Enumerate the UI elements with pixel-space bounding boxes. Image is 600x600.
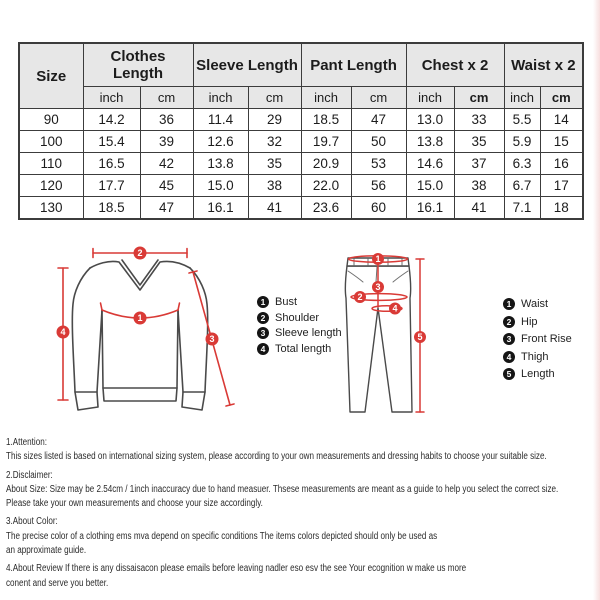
svg-text:2: 2 <box>357 292 363 302</box>
number-badge-icon: 1 <box>503 298 515 310</box>
value-cell: 6.3 <box>504 153 540 175</box>
value-cell: 36 <box>140 109 193 131</box>
header-waist: Waist x 2 <box>504 43 583 87</box>
legend-item <box>257 327 342 339</box>
value-cell: 20.9 <box>301 153 351 175</box>
unit-cell: cm <box>540 87 583 109</box>
unit-cell: cm <box>140 87 193 109</box>
front-rise-marker <box>372 281 384 293</box>
length-marker <box>414 331 426 343</box>
value-cell: 35 <box>454 131 504 153</box>
unit-cell: inch <box>406 87 454 109</box>
value-cell: 13.0 <box>406 109 454 131</box>
value-cell: 18 <box>540 197 583 220</box>
hip-marker <box>354 291 366 303</box>
value-cell: 15.0 <box>406 175 454 197</box>
legend-label: Total length <box>275 342 332 355</box>
value-cell: 5.9 <box>504 131 540 153</box>
svg-text:4: 4 <box>392 303 398 314</box>
legend-item <box>503 298 572 310</box>
value-cell: 14.2 <box>83 109 140 131</box>
legend-label: Bust <box>275 296 298 308</box>
value-cell: 13.8 <box>406 131 454 153</box>
note-line: 3.About Color: <box>6 516 58 528</box>
value-cell: 14 <box>540 109 583 131</box>
number-badge-icon: 3 <box>503 333 515 345</box>
value-cell: 41 <box>248 197 301 220</box>
note-line: conent and serve you better. <box>6 577 109 589</box>
value-cell: 47 <box>140 197 193 220</box>
size-cell: 100 <box>19 131 83 153</box>
value-cell: 37 <box>454 153 504 175</box>
waist-marker <box>372 253 384 265</box>
value-cell: 53 <box>351 153 406 175</box>
svg-text:5: 5 <box>417 332 423 342</box>
header-chest: Chest x 2 <box>406 43 504 87</box>
value-cell: 16.1 <box>406 197 454 220</box>
note-line: an approximate guide. <box>6 545 87 557</box>
legend-label: Front Rise <box>521 333 572 345</box>
value-cell: 56 <box>351 175 406 197</box>
sweater-dimension-lines <box>58 249 234 407</box>
notes-section <box>6 432 592 591</box>
value-cell: 16 <box>540 153 583 175</box>
bust-marker <box>134 312 147 325</box>
legend-label: Sleeve length <box>275 327 342 339</box>
value-cell: 13.8 <box>193 153 248 175</box>
unit-cell: inch <box>504 87 540 109</box>
size-cell: 110 <box>19 153 83 175</box>
svg-text:3: 3 <box>375 282 381 292</box>
legend-item <box>257 312 342 324</box>
svg-text:4: 4 <box>60 327 66 337</box>
number-badge-icon: 1 <box>257 296 269 308</box>
unit-cell: inch <box>193 87 248 109</box>
sweater-legend <box>257 296 342 355</box>
header-pant-length: Pant Length <box>301 43 406 87</box>
value-cell: 6.7 <box>504 175 540 197</box>
value-cell: 60 <box>351 197 406 220</box>
table-row <box>19 197 583 220</box>
value-cell: 15 <box>540 131 583 153</box>
value-cell: 23.6 <box>301 197 351 220</box>
note-line: The precise color of a clothing ems mva depend on specific conditions The items colors depicted should only be used as <box>6 530 438 542</box>
value-cell: 18.5 <box>83 197 140 220</box>
sweater-outline-icon <box>72 260 207 410</box>
value-cell: 29 <box>248 109 301 131</box>
note-line: 1.Attention: <box>6 437 47 448</box>
legend-item <box>503 316 572 328</box>
unit-cell: cm <box>454 87 504 109</box>
value-cell: 15.0 <box>193 175 248 197</box>
value-cell: 5.5 <box>504 109 540 131</box>
pants-measurement-diagram <box>340 240 440 420</box>
svg-text:2: 2 <box>137 248 143 258</box>
total-length-marker <box>57 326 70 339</box>
value-cell: 33 <box>454 109 504 131</box>
legend-label: Length <box>521 368 555 380</box>
value-cell: 19.7 <box>301 131 351 153</box>
svg-text:1: 1 <box>137 313 143 323</box>
value-cell: 11.4 <box>193 109 248 131</box>
value-cell: 17 <box>540 175 583 197</box>
table-row <box>19 131 583 153</box>
unit-cell: cm <box>351 87 406 109</box>
scan-edge-tint <box>593 0 600 600</box>
svg-text:3: 3 <box>209 334 215 344</box>
unit-cell: inch <box>83 87 140 109</box>
legend-item <box>257 343 342 355</box>
value-cell: 42 <box>140 153 193 175</box>
size-chart-table <box>18 42 584 220</box>
table-row <box>19 109 583 131</box>
value-cell: 14.6 <box>406 153 454 175</box>
value-cell: 45 <box>140 175 193 197</box>
legend-label: Thigh <box>521 350 549 363</box>
value-cell: 18.5 <box>301 109 351 131</box>
value-cell: 12.6 <box>193 131 248 153</box>
sweater-measurement-diagram <box>45 240 245 420</box>
unit-header-row <box>19 87 583 109</box>
legend-item <box>503 333 572 345</box>
value-cell: 35 <box>248 153 301 175</box>
value-cell: 47 <box>351 109 406 131</box>
header-size: Size <box>19 43 83 109</box>
value-cell: 16.1 <box>193 197 248 220</box>
value-cell: 17.7 <box>83 175 140 197</box>
legend-item <box>503 351 572 363</box>
number-badge-icon: 5 <box>503 368 515 380</box>
table-header-row <box>19 43 583 87</box>
number-badge-icon: 2 <box>503 316 515 328</box>
value-cell: 16.5 <box>83 153 140 175</box>
value-cell: 41 <box>454 197 504 220</box>
value-cell: 7.1 <box>504 197 540 220</box>
value-cell: 15.4 <box>83 131 140 153</box>
legend-label: Hip <box>521 315 538 328</box>
shoulder-marker <box>134 247 147 260</box>
number-badge-icon: 4 <box>503 351 515 363</box>
table-row <box>19 175 583 197</box>
legend-label: Shoulder <box>275 311 320 324</box>
legend-label: Waist <box>521 298 549 310</box>
note-line: Please take your own measurements and choose your size accordingly. <box>6 498 263 510</box>
number-badge-icon: 4 <box>257 343 269 355</box>
value-cell: 38 <box>454 175 504 197</box>
table-row <box>19 153 583 175</box>
unit-cell: cm <box>248 87 301 109</box>
header-sleeve-length: Sleeve Length <box>193 43 301 87</box>
pants-legend <box>503 298 572 380</box>
note-line: About Size: Size may be 2.54cm / 1inch inaccuracy due to hand measuer. Thsese measurements are meant as a guide to help you select the correct size. <box>6 483 559 495</box>
value-cell: 22.0 <box>301 175 351 197</box>
value-cell: 38 <box>248 175 301 197</box>
value-cell: 32 <box>248 131 301 153</box>
value-cell: 50 <box>351 131 406 153</box>
size-cell: 130 <box>19 197 83 220</box>
legend-item <box>257 296 342 308</box>
size-cell: 120 <box>19 175 83 197</box>
unit-cell: inch <box>301 87 351 109</box>
value-cell: 39 <box>140 131 193 153</box>
note-line: 4.About Review If there is any dissaisacon please emails before leaving nadler eso esv the see Your ecognition w make us more <box>6 563 467 575</box>
number-badge-icon: 2 <box>257 312 269 324</box>
sleeve-length-marker <box>206 333 219 346</box>
note-line: 2.Disclaimer: <box>6 469 53 481</box>
header-clothes-length: Clothes Length <box>83 43 193 87</box>
svg-text:1: 1 <box>375 254 381 264</box>
legend-item <box>503 368 572 380</box>
size-cell: 90 <box>19 109 83 131</box>
note-line: This sizes listed is based on international sizing system, please according to your own measurements and dressing habits to choose your suitable size. <box>6 451 547 463</box>
number-badge-icon: 3 <box>257 327 269 339</box>
thigh-marker <box>389 303 401 315</box>
